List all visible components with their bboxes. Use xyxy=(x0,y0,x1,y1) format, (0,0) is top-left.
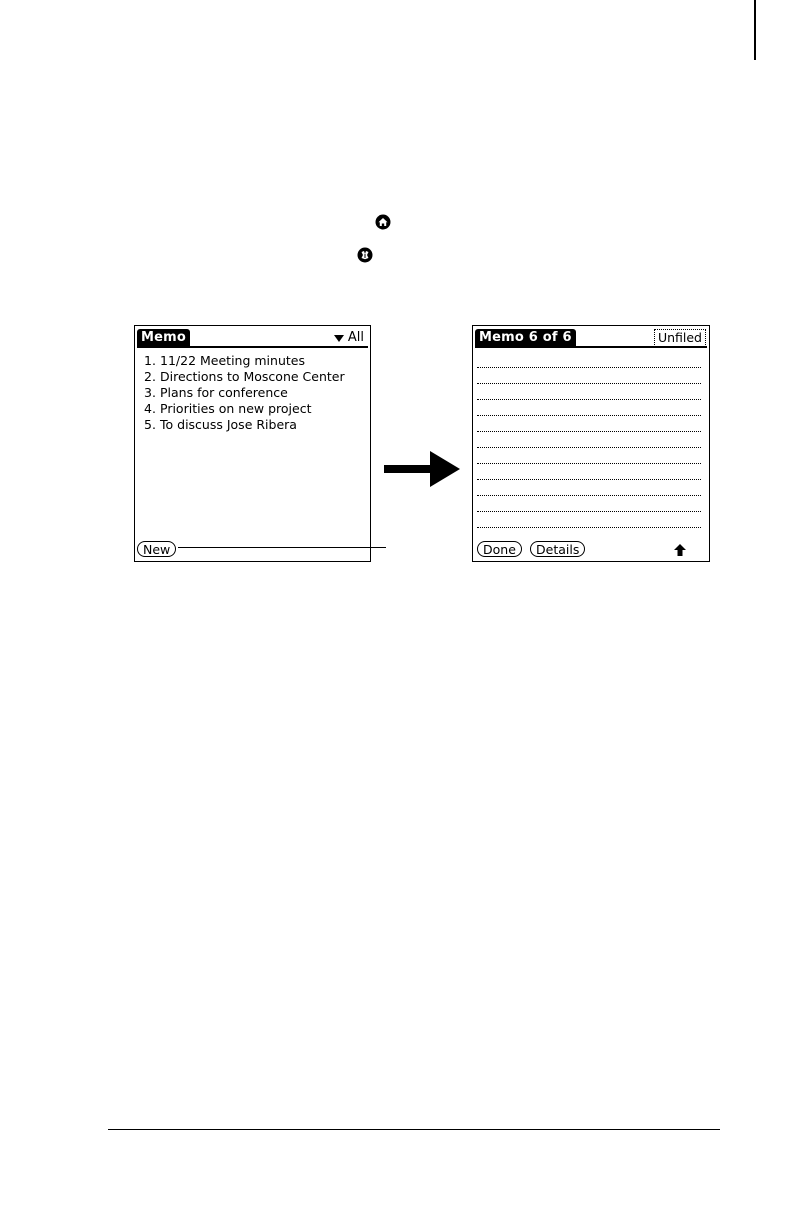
memo-list xyxy=(144,353,345,433)
note-line xyxy=(477,480,701,496)
list-item-number: 5. xyxy=(144,417,156,432)
category-picker-label: All xyxy=(347,330,364,345)
note-line xyxy=(477,496,701,512)
list-item-number: 2. xyxy=(144,369,156,384)
memo-list-screen xyxy=(134,325,371,562)
note-line xyxy=(477,512,701,528)
arrow-right-icon xyxy=(384,451,460,487)
footer-rule xyxy=(108,1129,720,1130)
memo-text-area[interactable] xyxy=(477,352,701,528)
note-line xyxy=(477,368,701,384)
note-line xyxy=(477,432,701,448)
list-item[interactable] xyxy=(144,353,345,369)
note-line xyxy=(477,384,701,400)
list-item-text: Priorities on new project xyxy=(160,401,312,416)
list-item-text: Plans for conference xyxy=(160,385,288,400)
note-line xyxy=(477,464,701,480)
new-button[interactable]: New xyxy=(137,541,176,557)
list-item-number: 4. xyxy=(144,401,156,416)
list-item-number: 1. xyxy=(144,353,156,368)
triangle-down-icon xyxy=(334,335,344,342)
list-item-number: 3. xyxy=(144,385,156,400)
category-selector[interactable]: Unfiled xyxy=(654,329,706,347)
memo-edit-screen xyxy=(472,325,710,562)
note-line xyxy=(477,400,701,416)
note-line xyxy=(477,416,701,432)
memo-list-title[interactable]: Memo xyxy=(137,329,190,347)
note-line xyxy=(477,448,701,464)
page-edge-rule xyxy=(748,0,762,80)
home-icon xyxy=(375,214,391,230)
list-item[interactable] xyxy=(144,401,345,417)
details-button[interactable]: Details xyxy=(530,541,585,557)
menu-icon xyxy=(357,247,373,263)
list-item-text: To discuss Jose Ribera xyxy=(160,417,297,432)
category-picker[interactable] xyxy=(334,329,364,347)
scroll-up-arrow-icon[interactable] xyxy=(673,543,687,557)
list-item[interactable] xyxy=(144,417,345,433)
list-item-text: Directions to Moscone Center xyxy=(160,369,345,384)
done-button[interactable]: Done xyxy=(477,541,522,557)
callout-line xyxy=(178,547,386,548)
list-item[interactable] xyxy=(144,385,345,401)
list-item[interactable] xyxy=(144,369,345,385)
note-line xyxy=(477,352,701,368)
memo-edit-title: Memo 6 of 6 xyxy=(475,329,576,347)
list-item-text: 11/22 Meeting minutes xyxy=(160,353,305,368)
